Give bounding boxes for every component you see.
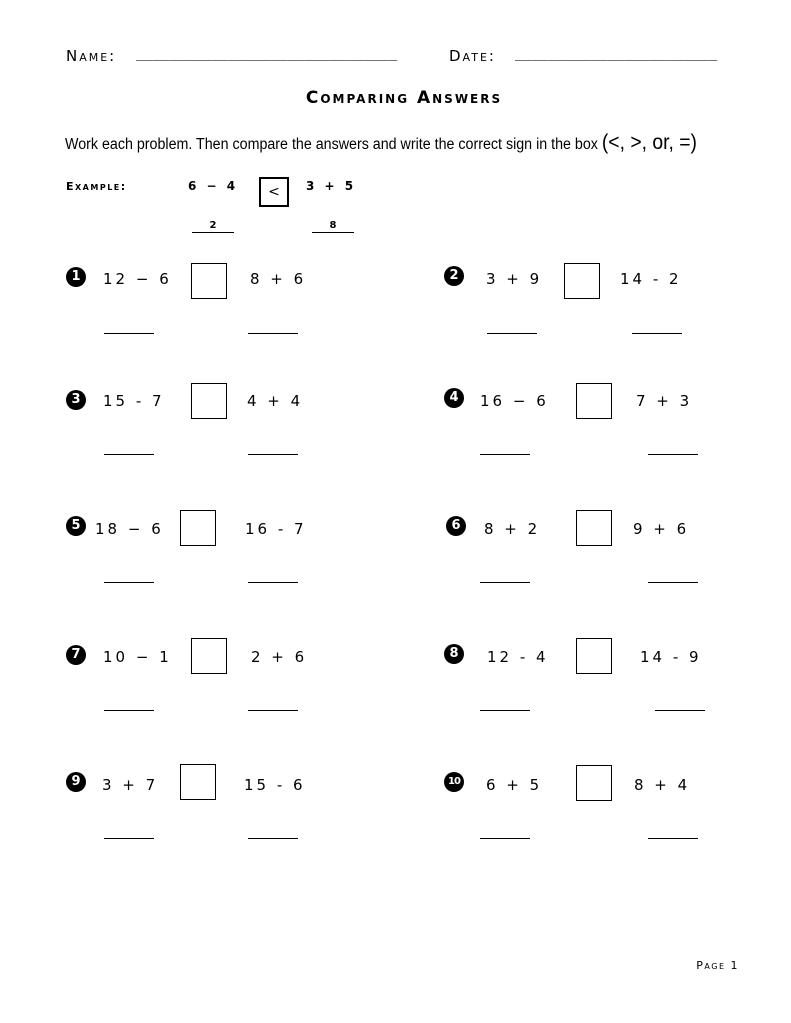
example-left-answer: 2	[192, 220, 234, 233]
problem-3-right-answer-blank[interactable]	[248, 454, 298, 455]
problem-1-number: 1	[66, 267, 86, 287]
problem-10-sign-box[interactable]	[576, 765, 612, 801]
problem-7-left-answer-blank[interactable]	[104, 710, 154, 711]
example-sign-box: <	[259, 177, 289, 207]
problem-8-sign-box[interactable]	[576, 638, 612, 674]
problem-3-left-answer-blank[interactable]	[104, 454, 154, 455]
problem-5-number: 5	[66, 516, 86, 536]
name-field[interactable]: _______________________________	[136, 45, 398, 61]
name-label: Name:	[66, 47, 117, 65]
problem-2-number: 2	[444, 266, 464, 286]
example-label: Example:	[66, 180, 127, 193]
problem-4-right-answer-blank[interactable]	[648, 454, 698, 455]
problem-7-right-answer-blank[interactable]	[248, 710, 298, 711]
problem-7-number: 7	[66, 645, 86, 665]
problem-6-right-expression: 9 + 6	[633, 520, 690, 538]
problem-2-left-answer-blank[interactable]	[487, 333, 537, 334]
problem-6-number: 6	[446, 516, 466, 536]
problem-1-sign-box[interactable]	[191, 263, 227, 299]
example-right-answer: 8	[312, 220, 354, 233]
page-number: Page 1	[696, 959, 739, 972]
problem-1-right-answer-blank[interactable]	[248, 333, 298, 334]
problem-6-left-expression: 8 + 2	[484, 520, 541, 538]
problem-7-sign-box[interactable]	[191, 638, 227, 674]
problem-4-number: 4	[444, 388, 464, 408]
problem-9-right-answer-blank[interactable]	[248, 838, 298, 839]
problem-8-right-answer-blank[interactable]	[655, 710, 705, 711]
problem-5-left-expression: 18 − 6	[95, 520, 164, 538]
problem-10-right-expression: 8 + 4	[634, 776, 691, 794]
instructions	[65, 131, 697, 155]
problem-8-left-expression: 12 - 4	[487, 648, 549, 666]
problem-5-left-answer-blank[interactable]	[104, 582, 154, 583]
problem-8-number: 8	[444, 644, 464, 664]
problem-10-left-answer-blank[interactable]	[480, 838, 530, 839]
problem-3-left-expression: 15 - 7	[103, 392, 165, 410]
problem-2-right-answer-blank[interactable]	[632, 333, 682, 334]
problem-5-right-answer-blank[interactable]	[248, 582, 298, 583]
date-label: Date:	[449, 47, 496, 65]
problem-9-sign-box[interactable]	[180, 764, 216, 800]
example-left-expression: 6 − 4	[188, 179, 239, 193]
problem-4-left-answer-blank[interactable]	[480, 454, 530, 455]
date-field[interactable]: ________________________	[515, 45, 718, 61]
problem-10-right-answer-blank[interactable]	[648, 838, 698, 839]
problem-7-left-expression: 10 − 1	[103, 648, 172, 666]
problem-3-right-expression: 4 + 4	[247, 392, 304, 410]
problem-3-number: 3	[66, 390, 86, 410]
problem-8-right-expression: 14 - 9	[640, 648, 702, 666]
problem-6-right-answer-blank[interactable]	[648, 582, 698, 583]
problem-10-left-expression: 6 + 5	[486, 776, 543, 794]
problem-5-sign-box[interactable]	[180, 510, 216, 546]
problem-9-number: 9	[66, 772, 86, 792]
problem-4-sign-box[interactable]	[576, 383, 612, 419]
instructions-text: Work each problem. Then compare the answers and write the correct sign in the box	[65, 136, 602, 153]
problem-9-left-expression: 3 + 7	[102, 776, 159, 794]
example-right-expression: 3 + 5	[306, 179, 357, 193]
instructions-signs: (<, >, or, =)	[601, 131, 697, 154]
problem-2-sign-box[interactable]	[564, 263, 600, 299]
problem-9-left-answer-blank[interactable]	[104, 838, 154, 839]
problem-2-right-expression: 14 - 2	[620, 270, 682, 288]
problem-4-left-expression: 16 − 6	[480, 392, 549, 410]
problem-8-left-answer-blank[interactable]	[480, 710, 530, 711]
page-title: Comparing Answers	[305, 88, 503, 108]
problem-1-left-expression: 12 − 6	[103, 270, 172, 288]
problem-1-left-answer-blank[interactable]	[104, 333, 154, 334]
problem-3-sign-box[interactable]	[191, 383, 227, 419]
problem-2-left-expression: 3 + 9	[486, 270, 543, 288]
problem-6-left-answer-blank[interactable]	[480, 582, 530, 583]
problem-6-sign-box[interactable]	[576, 510, 612, 546]
problem-10-number: 10	[444, 772, 464, 792]
problem-4-right-expression: 7 + 3	[636, 392, 693, 410]
problem-5-right-expression: 16 - 7	[245, 520, 307, 538]
problem-7-right-expression: 2 + 6	[251, 648, 308, 666]
problem-1-right-expression: 8 + 6	[250, 270, 307, 288]
problem-9-right-expression: 15 - 6	[244, 776, 306, 794]
